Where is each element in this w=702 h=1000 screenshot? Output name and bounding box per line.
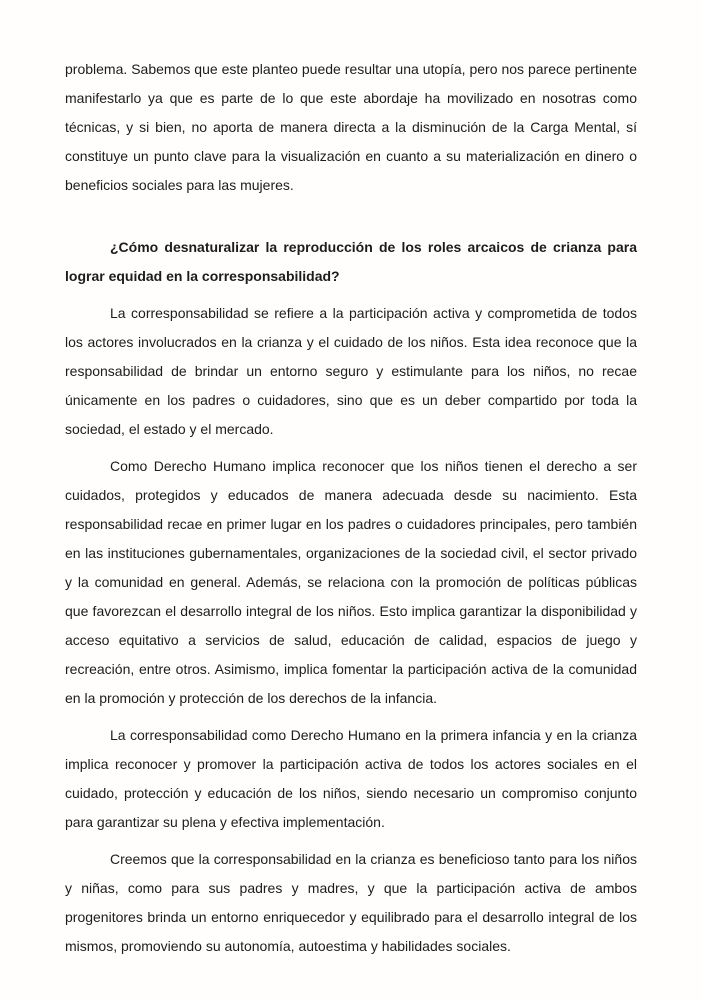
paragraph: La corresponsabilidad se refiere a la participación activa y comprometida de todos los actores involucrados en la crianza y el cuidado de los niños. Esta idea reconoce que la responsabilidad de brindar un entorno seguro y estimulante para los niños, no recae únicamente en los padres o cuidadores, sino que es un deber compartido por toda la sociedad, el estado y el mercado. bbox=[65, 305, 637, 437]
paragraph-continuation: problema. Sabemos que este planteo puede resultar una utopía, pero nos parece pertinente manifestarlo ya que es parte de lo que este abordaje ha movilizado en nosotras como técnicas, y si bien, no aporta de manera directa a la disminución de la Carga Mental, sí constituye un punto clave para la visualización en cuanto a su materialización en dinero o beneficios sociales para las mujeres. bbox=[65, 61, 637, 193]
paragraph: Como Derecho Humano implica reconocer que los niños tienen el derecho a ser cuidados, protegidos y educados de manera adecuada desde su nacimiento. Esta responsabilidad recae en primer lugar en los padres o cuidadores principales, pero también en las instituciones gubernamentales, organizaciones de la sociedad civil, el sector privado y la comunidad en general. Además, se relaciona con la promoción de políticas públicas que favorezcan el desarrollo integral de los niños. Esto implica garantizar la disponibilidad y acceso equitativo a servicios de salud, educación de calidad, espacios de juego y recreación, entre otros. Asimismo, implica fomentar la participación activa de la comunidad en la promoción y protección de los derechos de la infancia. bbox=[65, 458, 637, 706]
section-heading: ¿Cómo desnaturalizar la reproducción de los roles arcaicos de crianza para lograr equidad en la corresponsabilidad? bbox=[65, 239, 637, 284]
paragraph: La corresponsabilidad como Derecho Humano en la primera infancia y en la crianza implica reconocer y promover la participación activa de todos los actores sociales en el cuidado, protección y educación de los niños, siendo necesario un compromiso conjunto para garantizar su plena y efectiva implementación. bbox=[65, 727, 637, 830]
paragraph: Creemos que la corresponsabilidad en la crianza es beneficioso tanto para los niños y niñas, como para sus padres y madres, y que la participación activa de ambos progenitores brinda un entorno enriquecedor y equilibrado para el desarrollo integral de los mismos, promoviendo su autonomía, autoestima y habilidades sociales. bbox=[65, 851, 637, 954]
